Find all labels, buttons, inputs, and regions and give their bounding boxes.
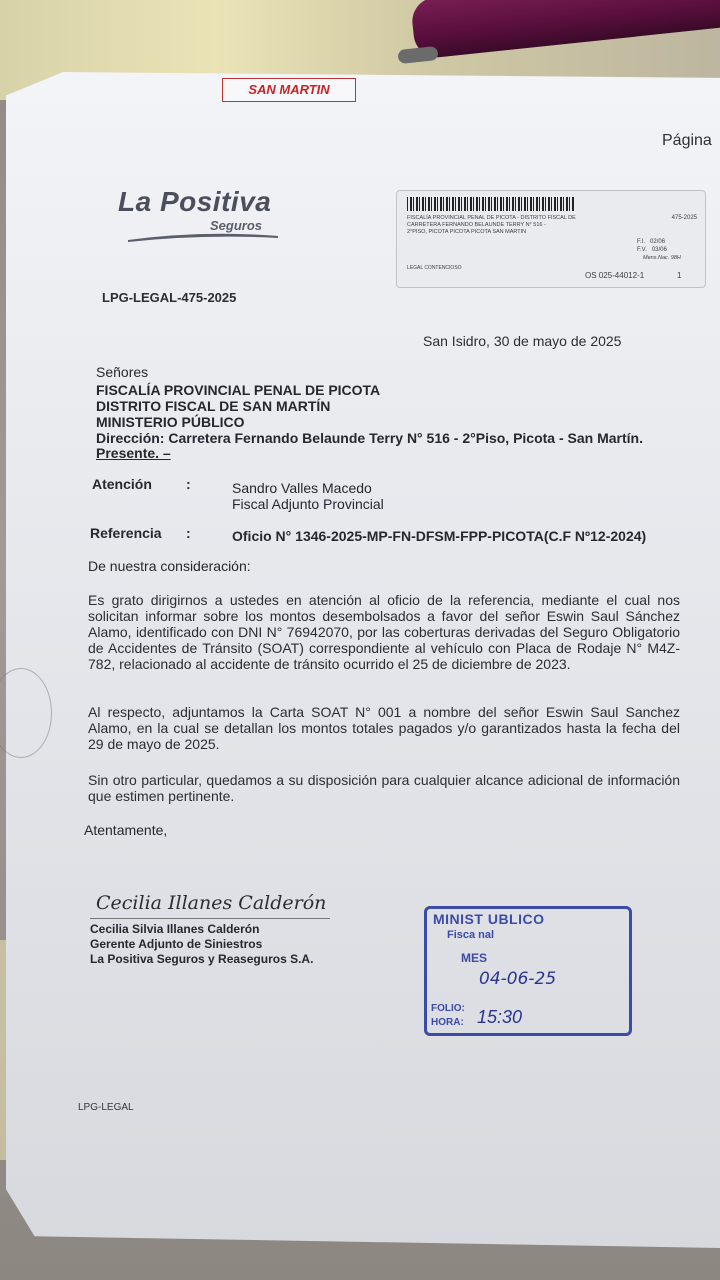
signer-role: Gerente Adjunto de Siniestros [90,937,263,951]
letter-reference-code: LPG-LEGAL-475-2025 [102,290,237,305]
logo-sub-text: Seguros [210,218,263,233]
stamp-date: 04-06-25 [479,969,557,989]
barcode-icon [407,197,575,211]
fi-value: 02/06 [650,239,666,245]
signer-company: La Positiva Seguros y Reaseguros S.A. [90,952,314,966]
letter-date: San Isidro, 30 de mayo de 2025 [423,333,622,349]
company-logo [118,186,272,233]
reception-line-3: 2°PISO, PICOTA PICOTA PICOTA SAN MARTIN [407,229,527,235]
fi-label: F.I. [637,239,646,245]
atencion-role: Fiscal Adjunto Provincial [232,496,384,512]
footer-code: LPG-LEGAL [78,1102,134,1113]
signer-name: Cecilia Silvia Illanes Calderón [90,922,260,936]
reception-count: 1 [677,271,682,280]
logo-swoosh-icon [128,232,278,242]
closing: Atentamente, [84,822,168,838]
red-stamp: SAN MARTIN [222,78,356,102]
recipient-line-1: FISCALÍA PROVINCIAL PENAL DE PICOTA [96,382,381,398]
reception-code: 475-2025 [671,215,697,221]
recipient-line-3: MINISTERIO PÚBLICO [96,414,245,430]
signature-line [90,918,330,919]
atencion-label: Atención [92,476,152,492]
greeting: De nuestra consideración: [88,558,251,574]
stamp-sub: Fisca nal [447,929,495,941]
paragraph-2: Al respecto, adjuntamos la Carta SOAT N° 001 a nombre del señor Eswin Saul Sanchez Alamo, en la cual se detallan los montos totales pagados y/o garantizados hasta la fecha del 29 de mayo de 2025. [88,704,680,752]
handwritten-signature: Cecilia Illanes Calderón [96,892,327,914]
received-stamp [424,906,632,1036]
recipient-line-2: DISTRITO FISCAL DE SAN MARTÍN [96,398,331,414]
reception-fv [637,247,667,253]
presente: Presente. – [96,445,171,461]
reception-label [396,190,706,288]
stamp-hora: HORA: [431,1017,464,1028]
fv-value: 03/06 [651,247,667,253]
reception-fi [637,239,665,245]
reception-mens: Mens.Nac. 98H [643,255,681,261]
reception-legal: LEGAL CONTENCIOSO [407,265,462,271]
stamp-folio: FOLIO: [431,1003,465,1014]
logo-main-text: La Positiva [118,186,272,217]
atencion-colon: : [186,476,191,492]
atencion-name: Sandro Valles Macedo [232,480,372,496]
page-label: Página [662,132,712,149]
referencia-colon: : [186,525,191,541]
salutation-to: Señores [96,364,149,380]
paragraph-1: Es grato dirigirnos a ustedes en atención al oficio de la referencia, mediante el cual nos solicitan informar sobre los montos desembolsados a favor del señor Eswin Saul Sánchez Alamo, identificado con DNI N° 76942070, por las coberturas derivadas del Seguro Obligatorio de Accidentes de Tránsito (SOAT) correspondiente al vehículo con Placa de Rodaje N° M4Z-782, relacionado al accidente de tránsito ocurrido el 25 de diciembre de 2023. [88,592,680,672]
referencia-label: Referencia [90,525,162,541]
fv-label: F.V. [637,247,647,253]
stamp-hora-value: 15:30 [477,1007,523,1027]
referencia-value: Oficio N° 1346-2025-MP-FN-DFSM-FPP-PICOTA(C.F Nº12-2024) [232,528,647,544]
stamp-title: MINIST UBLICO [433,911,545,927]
reception-line-1: FISCALÍA PROVINCIAL PENAL DE PICOTA - DISTRITO FISCAL DE [407,215,576,221]
paragraph-3: Sin otro particular, quedamos a su disposición para cualquier alcance adicional de información que estimen pertinente. [88,772,680,804]
reception-line-2: CARRETERA FERNANDO BELAUNDE TERRY N° 516 - [407,222,546,228]
stamp-mes: MES [461,951,488,965]
recipient-address: Dirección: Carretera Fernando Belaunde Terry N° 516 - 2°Piso, Picota - San Martín. [96,430,643,446]
reception-os: OS 025-44012-1 [585,271,645,280]
